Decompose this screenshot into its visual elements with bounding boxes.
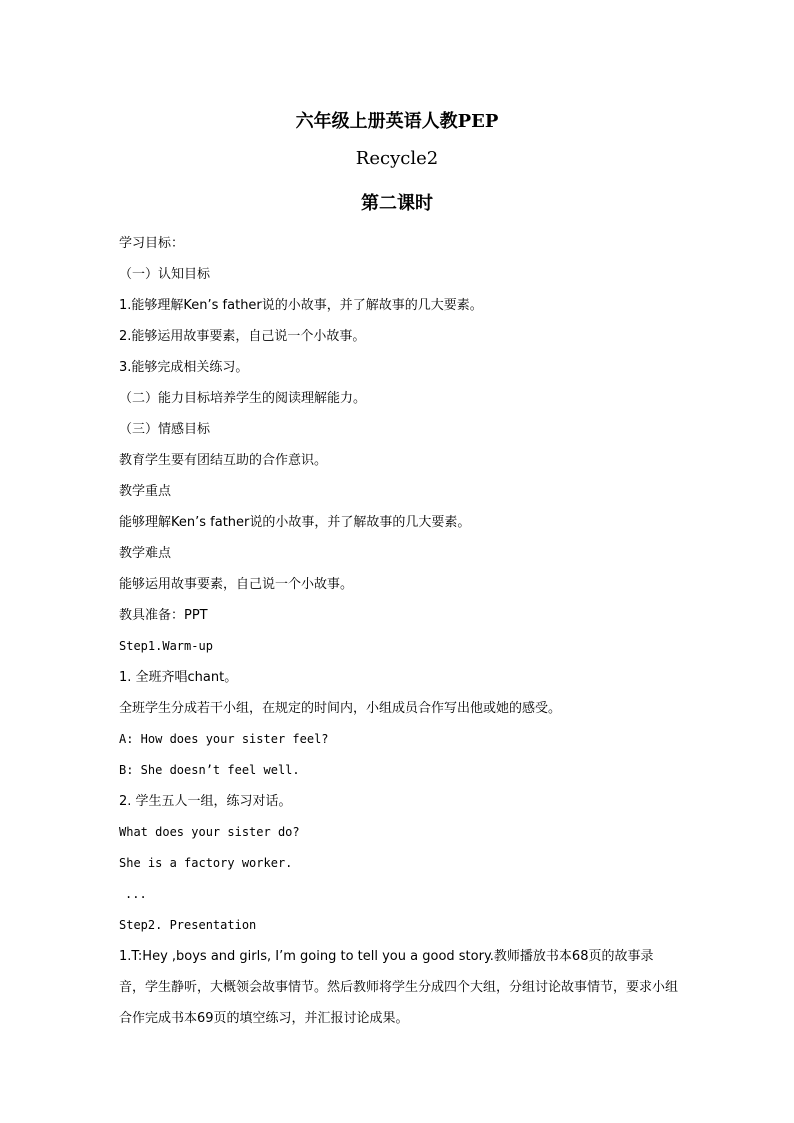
step1-heading: Step1.Warm-up <box>119 639 213 653</box>
objective-item-1: 1.能够理解Ken’s father说的小故事，并了解故事的几大要素。 <box>119 298 483 313</box>
ellipsis: ... <box>125 887 147 901</box>
key-points-text: 能够理解Ken’s father说的小故事，并了解故事的几大要素。 <box>119 515 471 530</box>
step1-item-2: 2. 学生五人一组，练习对话。 <box>119 794 292 809</box>
lesson-title: 第二课时 <box>361 193 433 214</box>
difficult-points-text: 能够运用故事要素，自己说一个小故事。 <box>119 577 354 592</box>
document-body <box>119 228 679 1034</box>
step2-heading: Step2. Presentation <box>119 918 257 932</box>
difficult-points-heading: 教学难点 <box>119 546 172 561</box>
objective-ability: （二）能力目标培养学生的阅读理解能力。 <box>119 391 367 406</box>
dialogue-line-b: B: She doesn’t feel well. <box>119 763 300 777</box>
dialogue-question: What does your sister do? <box>119 825 300 839</box>
step1-item-1: 1. 全班齐唱chant。 <box>119 670 238 685</box>
document-title: 六年级上册英语人教PEP <box>295 111 499 132</box>
key-points-heading: 教学重点 <box>119 484 172 499</box>
document-subtitle: Recycle2 <box>355 148 439 169</box>
teaching-aids: 教具准备：PPT <box>119 608 208 623</box>
step1-group-instruction: 全班学生分成若干小组，在规定的时间内，小组成员合作写出他或她的感受。 <box>119 701 562 716</box>
step2-paragraph: 1.T:Hey ,boys and girls, I’m going to tell you a good story.教师播放书本68页的故事录音，学生静听，大概领会故事情节。然后教师将学生分成四个大组，分组讨论故事情节，要求小组合作完成书本69页的填空练习，并汇报讨论成果。 <box>119 949 679 1026</box>
dialogue-answer: She is a factory worker. <box>119 856 293 870</box>
objective-emotion-text: 教育学生要有团结互助的合作意识。 <box>119 453 328 468</box>
section-heading-objectives: 学习目标： <box>119 236 185 251</box>
objective-emotion-heading: （三）情感目标 <box>119 422 211 437</box>
objective-item-2: 2.能够运用故事要素，自己说一个小故事。 <box>119 329 366 344</box>
dialogue-line-a: A: How does your sister feel? <box>119 732 329 746</box>
objective-item-3: 3.能够完成相关练习。 <box>119 360 249 375</box>
objective-cognitive-heading: （一）认知目标 <box>119 267 211 282</box>
